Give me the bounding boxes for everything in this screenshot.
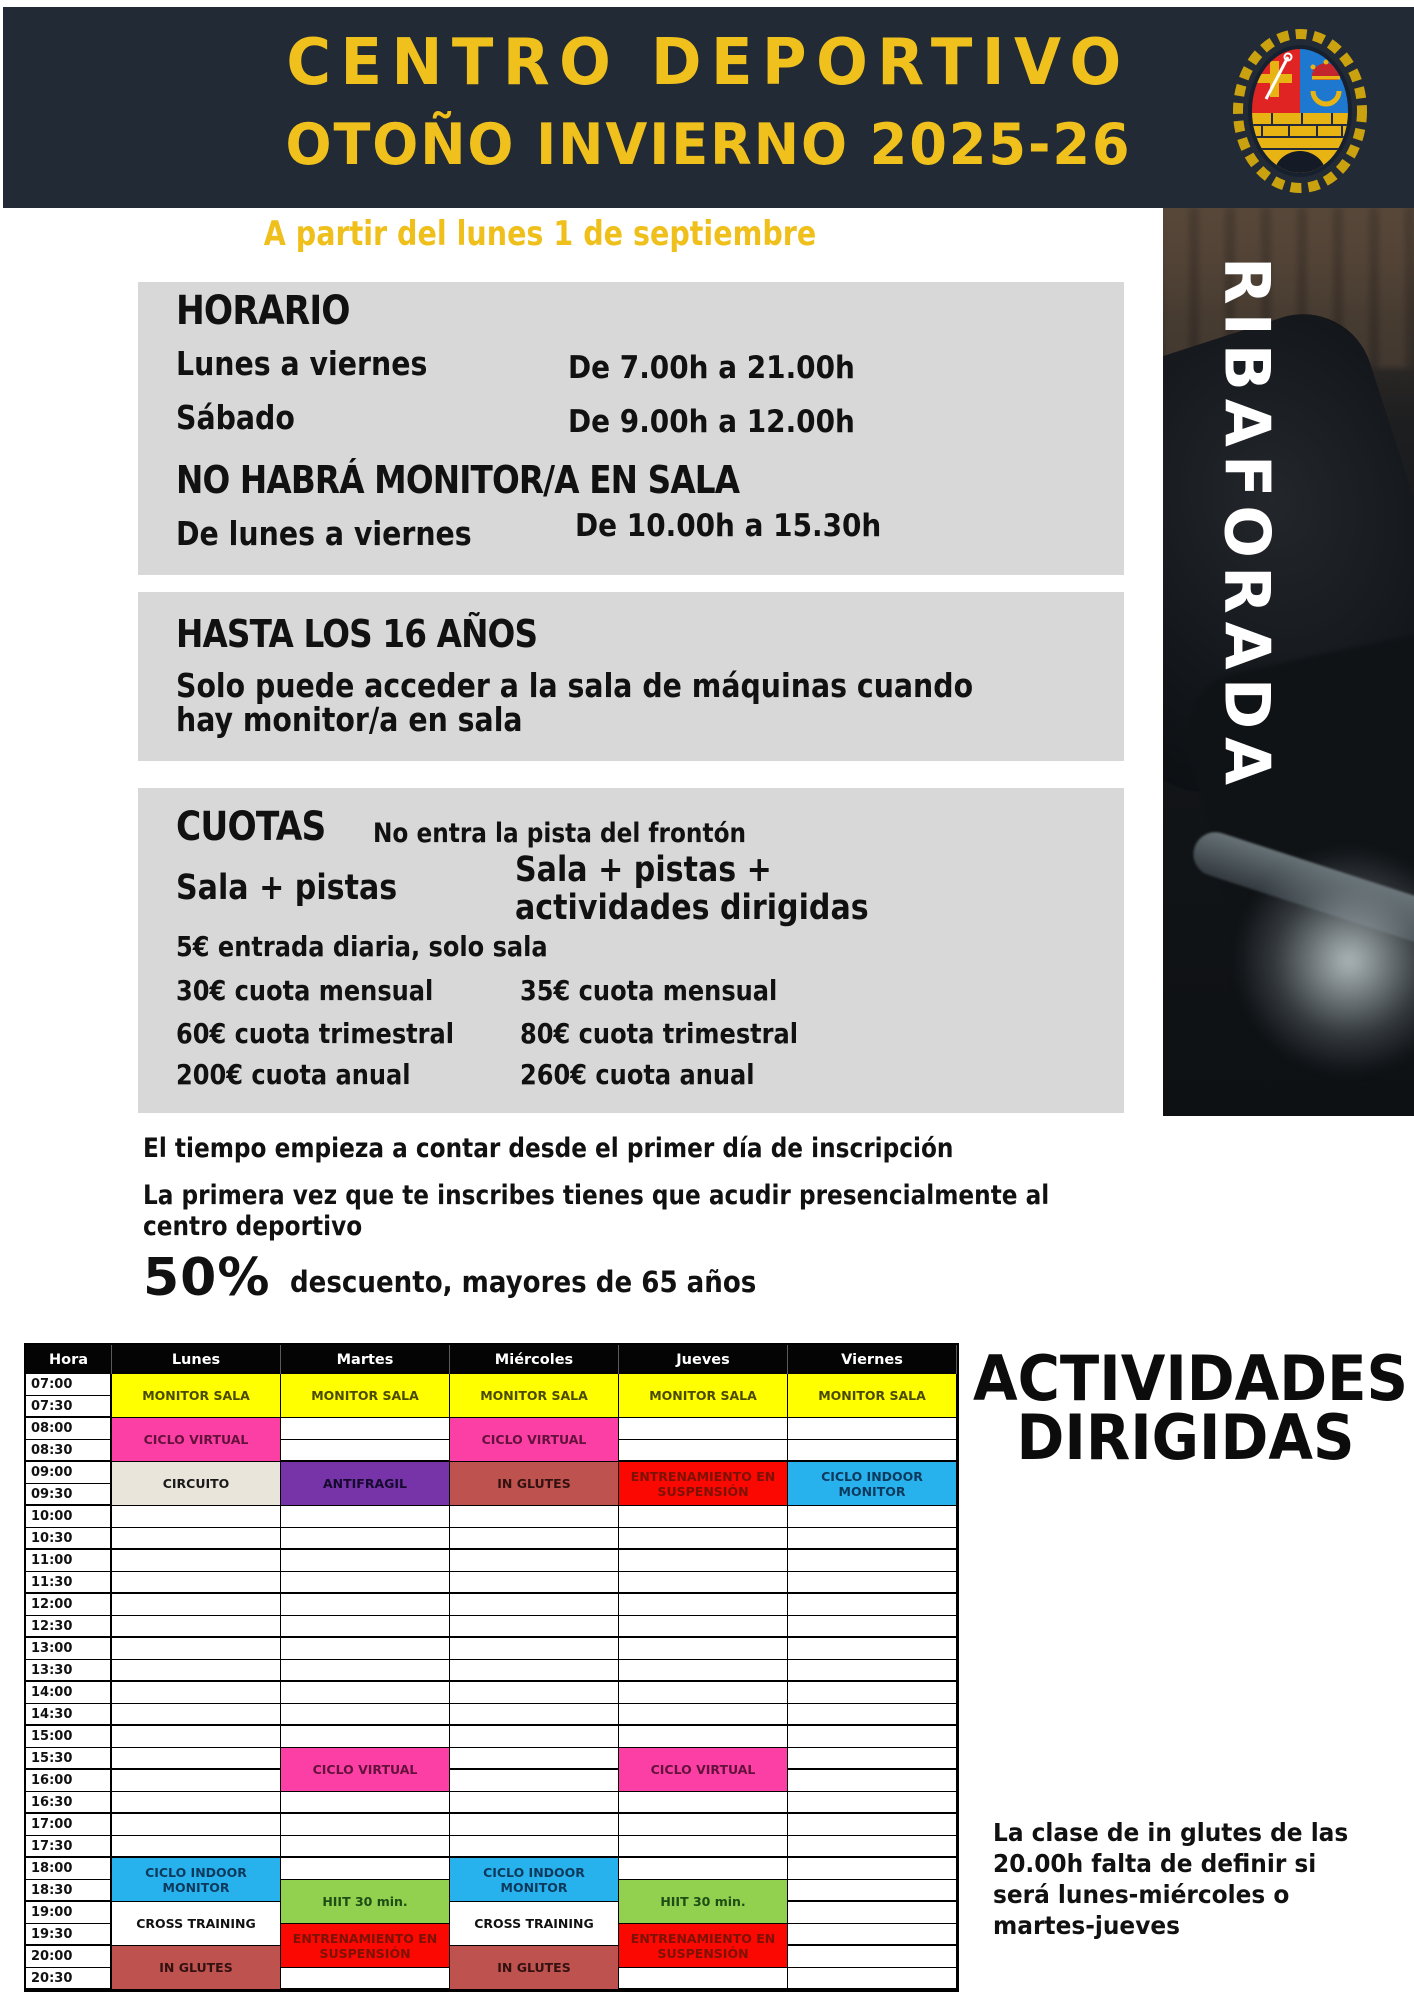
empty-slot [619, 1968, 788, 1990]
age-rule-text: hay monitor/a en sala [176, 700, 523, 739]
price-item: 260€ cuota anual [520, 1058, 755, 1091]
empty-slot [788, 1682, 957, 1704]
empty-slot [788, 1924, 957, 1946]
time-cell: 09:30 [26, 1484, 112, 1506]
time-cell: 20:00 [26, 1946, 112, 1968]
time-cell: 15:30 [26, 1748, 112, 1770]
activity-block: CICLO VIRTUAL [619, 1748, 788, 1792]
activity-block: MONITOR SALA [112, 1374, 281, 1418]
empty-slot [450, 1836, 619, 1858]
cuotas-note: No entra la pista del frontón [373, 818, 747, 849]
empty-slot [281, 1440, 450, 1462]
empty-slot [788, 1792, 957, 1814]
empty-slot [450, 1528, 619, 1550]
empty-slot [450, 1682, 619, 1704]
empty-slot [112, 1748, 281, 1770]
time-cell: 08:30 [26, 1440, 112, 1462]
empty-slot [788, 1858, 957, 1880]
empty-slot [112, 1550, 281, 1572]
cuotas-col2-title: actividades dirigidas [515, 888, 869, 928]
empty-slot [281, 1792, 450, 1814]
time-cell: 15:00 [26, 1726, 112, 1748]
empty-slot [619, 1858, 788, 1880]
horario-box [138, 282, 1124, 575]
activity-block: CICLO VIRTUAL [112, 1418, 281, 1462]
empty-slot [619, 1682, 788, 1704]
time-cell: 19:30 [26, 1924, 112, 1946]
time-cell: 16:30 [26, 1792, 112, 1814]
time-cell: 12:00 [26, 1594, 112, 1616]
empty-slot [619, 1814, 788, 1836]
empty-slot [112, 1638, 281, 1660]
first-time-note: centro deportivo [143, 1211, 363, 1242]
time-cell: 07:00 [26, 1374, 112, 1396]
senior-discount [143, 1248, 809, 1308]
time-cell: 17:30 [26, 1836, 112, 1858]
activity-block: HIIT 30 min. [619, 1880, 788, 1924]
empty-slot [281, 1594, 450, 1616]
empty-slot [450, 1792, 619, 1814]
footnote-line: martes-jueves [993, 1910, 1181, 1940]
time-cell: 20:30 [26, 1968, 112, 1990]
cuotas-title: CUOTAS [176, 804, 326, 850]
activity-block: MONITOR SALA [788, 1374, 957, 1418]
empty-slot [112, 1594, 281, 1616]
empty-slot [788, 1594, 957, 1616]
empty-slot [788, 1638, 957, 1660]
empty-slot [450, 1704, 619, 1726]
activity-block: CROSS TRAINING [450, 1902, 619, 1946]
empty-slot [112, 1506, 281, 1528]
empty-slot [450, 1770, 619, 1792]
empty-slot [281, 1616, 450, 1638]
activity-block: MONITOR SALA [450, 1374, 619, 1418]
activity-block: MONITOR SALA [281, 1374, 450, 1418]
age-rule-title: HASTA LOS 16 AÑOS [176, 612, 538, 656]
no-monitor-label: De lunes a viernes [176, 514, 472, 553]
activity-block: CICLO INDOOR MONITOR [112, 1858, 281, 1902]
time-cell: 14:00 [26, 1682, 112, 1704]
time-cell: 09:00 [26, 1462, 112, 1484]
empty-slot [112, 1792, 281, 1814]
first-time-note: La primera vez que te inscribes tienes que acudir presencialmente al [143, 1180, 1050, 1211]
horario-row-label: Sábado [176, 398, 295, 437]
empty-slot [788, 1748, 957, 1770]
empty-slot [788, 1968, 957, 1990]
start-date-line: A partir del lunes 1 de septiembre [263, 214, 817, 254]
empty-slot [281, 1726, 450, 1748]
schedule-table [24, 1343, 959, 1992]
empty-slot [788, 1946, 957, 1968]
cuotas-box [138, 788, 1124, 1113]
empty-slot [619, 1528, 788, 1550]
discount-text: descuento, mayores de 65 años [290, 1265, 757, 1299]
schedule-header-cell: Miércoles [450, 1345, 619, 1374]
actividades-line: ACTIVIDADES [972, 1342, 1409, 1415]
empty-slot [788, 1770, 957, 1792]
empty-slot [281, 1814, 450, 1836]
activity-block: CICLO INDOOR MONITOR [788, 1462, 957, 1506]
price-item: 5€ entrada diaria, solo sala [176, 930, 548, 963]
empty-slot [619, 1792, 788, 1814]
empty-slot [788, 1814, 957, 1836]
cuotas-col2-title: Sala + pistas + [515, 850, 772, 890]
activity-block: CICLO VIRTUAL [450, 1418, 619, 1462]
empty-slot [619, 1660, 788, 1682]
empty-slot [450, 1550, 619, 1572]
empty-slot [112, 1814, 281, 1836]
activity-block: ENTRENAMIENTO EN SUSPENSIÓN [281, 1924, 450, 1968]
actividades-line: DIRIGIDAS [1016, 1400, 1355, 1474]
time-cell: 18:00 [26, 1858, 112, 1880]
schedule-header-cell: Lunes [112, 1345, 281, 1374]
empty-slot [788, 1902, 957, 1924]
time-cell: 12:30 [26, 1616, 112, 1638]
empty-slot [450, 1506, 619, 1528]
activity-block: IN GLUTES [112, 1946, 281, 1990]
time-cell: 10:00 [26, 1506, 112, 1528]
time-cell: 18:30 [26, 1880, 112, 1902]
schedule-header-cell: Jueves [619, 1345, 788, 1374]
activity-block: IN GLUTES [450, 1462, 619, 1506]
time-cell: 14:30 [26, 1704, 112, 1726]
time-cell: 10:30 [26, 1528, 112, 1550]
empty-slot [788, 1506, 957, 1528]
empty-slot [450, 1572, 619, 1594]
time-cell: 17:00 [26, 1814, 112, 1836]
empty-slot [619, 1704, 788, 1726]
activity-block: ENTRENAMIENTO EN SUSPENSIÓN [619, 1924, 788, 1968]
page-season-title: OTOÑO INVIERNO 2025-26 [285, 112, 1132, 178]
price-item: 35€ cuota mensual [520, 974, 778, 1007]
empty-slot [788, 1528, 957, 1550]
empty-slot [788, 1660, 957, 1682]
horario-title: HORARIO [176, 288, 350, 334]
time-cell: 16:00 [26, 1770, 112, 1792]
empty-slot [281, 1682, 450, 1704]
empty-slot [788, 1880, 957, 1902]
empty-slot [450, 1814, 619, 1836]
time-cell: 08:00 [26, 1418, 112, 1440]
cuotas-col1-title: Sala + pistas [176, 868, 398, 908]
empty-slot [788, 1550, 957, 1572]
empty-slot [112, 1528, 281, 1550]
empty-slot [450, 1660, 619, 1682]
empty-slot [112, 1726, 281, 1748]
empty-slot [788, 1418, 957, 1440]
gym-photo [1163, 208, 1414, 1116]
price-item: 80€ cuota trimestral [520, 1017, 799, 1050]
activity-block: ENTRENAMIENTO EN SUSPENSIÓN [619, 1462, 788, 1506]
footnote-line: 20.00h falta de definir si [993, 1848, 1317, 1878]
empty-slot [619, 1418, 788, 1440]
empty-slot [619, 1726, 788, 1748]
empty-slot [788, 1726, 957, 1748]
empty-slot [450, 1616, 619, 1638]
activity-block: IN GLUTES [450, 1946, 619, 1990]
empty-slot [619, 1440, 788, 1462]
price-item: 30€ cuota mensual [176, 974, 434, 1007]
schedule-footnote [993, 1818, 1348, 1941]
activity-block: CICLO VIRTUAL [281, 1748, 450, 1792]
header [3, 7, 1414, 208]
empty-slot [281, 1638, 450, 1660]
empty-slot [788, 1836, 957, 1858]
empty-slot [450, 1594, 619, 1616]
price-item: 60€ cuota trimestral [176, 1017, 455, 1050]
schedule-header-cell: Martes [281, 1345, 450, 1374]
empty-slot [450, 1726, 619, 1748]
no-monitor-value: De 10.00h a 15.30h [575, 508, 882, 544]
empty-slot [112, 1770, 281, 1792]
empty-slot [619, 1572, 788, 1594]
activity-block: CICLO INDOOR MONITOR [450, 1858, 619, 1902]
empty-slot [112, 1682, 281, 1704]
time-cell: 11:00 [26, 1550, 112, 1572]
empty-slot [281, 1836, 450, 1858]
footnote-line: será lunes-miércoles o [993, 1879, 1290, 1909]
empty-slot [450, 1638, 619, 1660]
empty-slot [281, 1550, 450, 1572]
empty-slot [281, 1968, 450, 1990]
empty-slot [281, 1858, 450, 1880]
actividades-dirigidas-title [972, 1342, 1409, 1474]
horario-row-value: De 9.00h a 12.00h [568, 404, 855, 440]
horario-row-label: Lunes a viernes [176, 344, 428, 383]
time-cell: 19:00 [26, 1902, 112, 1924]
empty-slot [281, 1506, 450, 1528]
inscription-note: El tiempo empieza a contar desde el primer día de inscripción [143, 1133, 954, 1164]
time-cell: 07:30 [26, 1396, 112, 1418]
empty-slot [281, 1660, 450, 1682]
empty-slot [281, 1528, 450, 1550]
empty-slot [619, 1616, 788, 1638]
horario-row-value: De 7.00h a 21.00h [568, 350, 855, 386]
activity-block: CIRCUITO [112, 1462, 281, 1506]
activity-block: HIIT 30 min. [281, 1880, 450, 1924]
empty-slot [450, 1748, 619, 1770]
empty-slot [112, 1660, 281, 1682]
schedule-header-cell: Hora [26, 1345, 112, 1374]
empty-slot [619, 1506, 788, 1528]
empty-slot [112, 1616, 281, 1638]
no-monitor-title: NO HABRÁ MONITOR/A EN SALA [176, 458, 740, 502]
empty-slot [788, 1704, 957, 1726]
ribaforada-crest-icon [1227, 21, 1374, 201]
empty-slot [112, 1572, 281, 1594]
empty-slot [112, 1836, 281, 1858]
page-title: CENTRO DEPORTIVO [286, 26, 1131, 100]
empty-slot [619, 1550, 788, 1572]
age-rule-text: Solo puede acceder a la sala de máquinas cuando [176, 666, 974, 705]
empty-slot [619, 1594, 788, 1616]
time-cell: 13:00 [26, 1638, 112, 1660]
time-cell: 13:30 [26, 1660, 112, 1682]
activity-block: MONITOR SALA [619, 1374, 788, 1418]
empty-slot [281, 1418, 450, 1440]
empty-slot [281, 1572, 450, 1594]
activity-block: CROSS TRAINING [112, 1902, 281, 1946]
schedule-header-cell: Viernes [788, 1345, 957, 1374]
empty-slot [619, 1638, 788, 1660]
empty-slot [788, 1616, 957, 1638]
time-cell: 11:30 [26, 1572, 112, 1594]
empty-slot [281, 1704, 450, 1726]
discount-percentage: 50% [143, 1248, 271, 1308]
empty-slot [619, 1836, 788, 1858]
empty-slot [788, 1440, 957, 1462]
empty-slot [788, 1572, 957, 1594]
activity-block: ANTIFRAGIL [281, 1462, 450, 1506]
age-rule-box [138, 592, 1124, 761]
empty-slot [112, 1704, 281, 1726]
price-item: 200€ cuota anual [176, 1058, 411, 1091]
town-name-vertical: RIBAFORADA [1210, 256, 1284, 794]
footnote-line: La clase de in glutes de las [993, 1818, 1349, 1847]
